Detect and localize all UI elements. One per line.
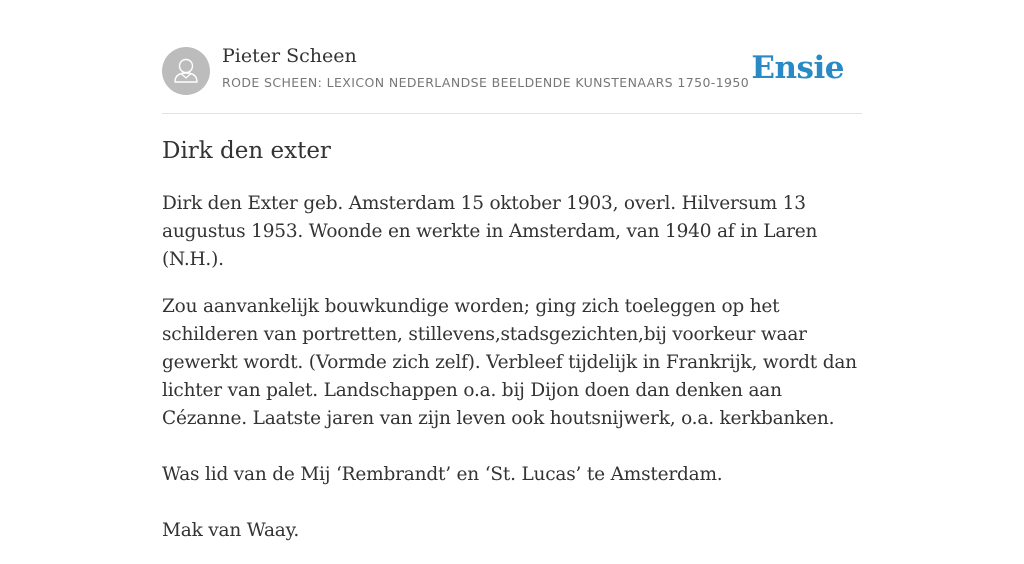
page-title: Dirk den exter bbox=[162, 138, 331, 164]
paragraph-4: Mak van Waay. bbox=[162, 520, 300, 541]
author-avatar[interactable] bbox=[162, 47, 210, 95]
ensie-logo[interactable]: Ensie bbox=[751, 50, 844, 86]
paragraph-1: Dirk den Exter geb. Amsterdam 15 oktober 1903, overl. Hilversum 13 augustus 1953. Woonde en werkte in Amsterdam, van 1940 af in Laren (N.H.). bbox=[162, 193, 818, 270]
paragraph-3: Was lid van de Mij ‘Rembrandt’ en ‘St. Lucas’ te Amsterdam. bbox=[162, 464, 723, 485]
author-name[interactable]: Pieter Scheen bbox=[222, 45, 357, 67]
article-body bbox=[162, 190, 862, 564]
entry-header bbox=[162, 0, 862, 114]
page bbox=[162, 0, 862, 541]
source-title[interactable]: RODE SCHEEN: LEXICON NEDERLANDSE BEELDENDE KUNSTENAARS 1750-1950 bbox=[222, 75, 750, 90]
user-icon bbox=[162, 47, 210, 95]
paragraph-2: Zou aanvankelijk bouwkundige worden; ging zich toeleggen op het schilderen van portretten, stillevens,stadsgezichten,bij voorkeur waar gewerkt wordt. (Vormde zich zelf). Verbleef tijdelijk in Frankrijk, wordt dan lichter van palet. Landschappen o.a. bij Dijon doen dan denken aan Cézanne. Laatste jaren van zijn leven ook houtsnijwerk, o.a. kerkbanken. bbox=[162, 296, 857, 429]
